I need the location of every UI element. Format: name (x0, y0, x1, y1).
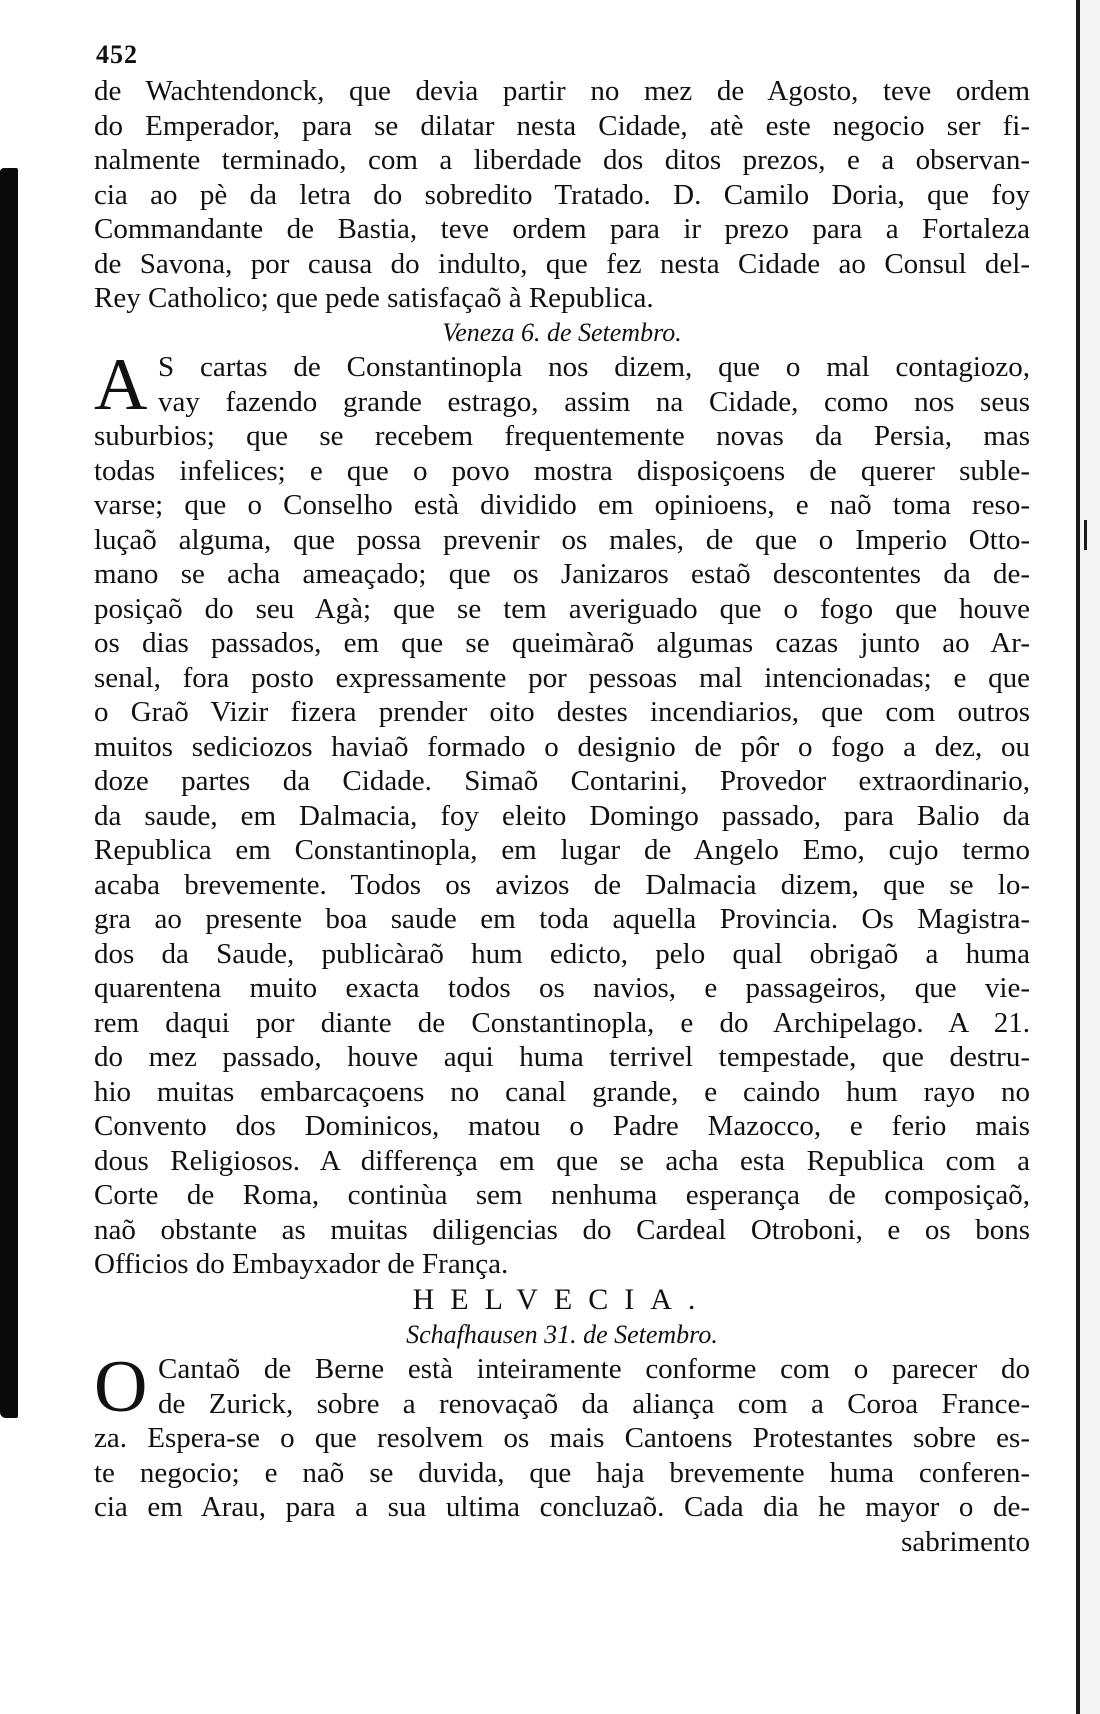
text-line: te negocio; e naõ se duvida, que haja brevemente huma conferen- (94, 1456, 1030, 1489)
text-column (94, 74, 1030, 1559)
text-line: rem daqui por diante de Constantinopla, e do Archipelago. A 21. (94, 1006, 1030, 1039)
text-line: cia em Arau, para a sua ultima concluzaõ. Cada dia he mayor o de- (94, 1491, 1030, 1523)
schaffhausen-dateline: Schafhausen 31. de Setembro. (406, 1319, 718, 1349)
text-line: mano se acha ameaçado; que os Janizaros estaõ descontentes da de- (94, 558, 1030, 590)
text-line: za. Espera-se o que resolvem os mais Cantoens Protestantes sobre es- (94, 1422, 1030, 1454)
text-line: cia ao pè da letra do sobredito Tratado. D. Camilo Doria, que foy (94, 178, 1030, 211)
helvetia-paragraph (94, 1346, 1030, 1559)
venice-paragraph (94, 344, 1030, 1282)
text-line: do mez passado, houve aqui huma terrivel tempestade, que destru- (94, 1041, 1030, 1073)
venice-dateline: Veneza 6. de Setembro. (442, 317, 682, 347)
text-line: dous Religiosos. A differença em que se acha esta Republica com a (94, 1144, 1030, 1177)
text-line: doze partes da Cidade. Simaõ Contarini, Provedor extraordinario, (94, 765, 1030, 797)
text-line: posiçaõ do seu Agà; que se tem averiguado que o fogo que houve (94, 592, 1030, 625)
text-line: Officios do Embayxador de França. (94, 1248, 509, 1280)
page-number: 452 (96, 40, 138, 69)
text-line: quarentena muito exacta todos os navios, e passageiros, que vie- (94, 972, 1030, 1004)
text-line: nalmente terminado, com a liberdade dos ditos prezos, e a observan- (94, 144, 1030, 176)
text-line: naõ obstante as muitas diligencias do Cardeal Otroboni, e os bons (94, 1213, 1030, 1246)
text-line: Commandante de Bastia, teve ordem para ir prezo para a Fortaleza (94, 213, 1030, 245)
text-line: Convento dos Dominicos, matou o Padre Mazocco, e ferio mais (94, 1110, 1030, 1142)
text-line: todas infelices; e que o povo mostra disposiçoens de querer suble- (94, 454, 1030, 487)
page-edge (1076, 0, 1100, 1714)
binding-shadow (0, 168, 18, 1418)
text-line: luçaõ alguma, que possa prevenir os males, de que o Imperio Otto- (94, 523, 1030, 556)
text-line: vay fazendo grande estrago, assim na Cidade, como nos seus (158, 385, 1030, 418)
text-line: S cartas de Constantinopla nos dizem, que o mal contagiozo, (158, 351, 1030, 383)
intro-paragraph (94, 74, 1030, 316)
text-line: suburbios; que se recebem frequentemente novas da Persia, mas (94, 420, 1030, 452)
text-line: o Graõ Vizir fizera prender oito destes incendiarios, que com outros (94, 696, 1030, 728)
text-line: do Emperador, para se dilatar nesta Cidade, atè este negocio ser fi- (94, 109, 1030, 142)
text-line: Cantaõ de Berne està inteiramente conforme com o parecer do (158, 1353, 1030, 1385)
text-line: da saude, em Dalmacia, foy eleito Domingo passado, para Balio da (94, 799, 1030, 832)
text-line: de Wachtendonck, que devia partir no mez de Agosto, teve ordem (94, 75, 1030, 107)
helvetia-dropcap: O (94, 1346, 148, 1428)
catchword: sabrimento (901, 1525, 1030, 1558)
text-line: dos da Saude, publicàraõ hum edicto, pelo qual obrigaõ a huma (94, 937, 1030, 970)
text-line: de Zurick, sobre a renovaçaõ da aliança com a Coroa France- (158, 1387, 1030, 1420)
text-line: gra ao presente boa saude em toda aquella Provincia. Os Magistra- (94, 903, 1030, 935)
text-line: Corte de Roma, continùa sem nenhuma esperança de composiçaõ, (94, 1179, 1030, 1211)
text-line: Rey Catholico; que pede satisfaçaõ à Republica. (94, 282, 654, 314)
text-line: os dias passados, em que se queimàraõ algumas cazas junto ao Ar- (94, 627, 1030, 659)
helvetia-heading: HELVECIA. (412, 1282, 712, 1316)
text-line: de Savona, por causa do indulto, que fez nesta Cidade ao Consul del- (94, 247, 1030, 280)
text-line: varse; que o Conselho està dividido em opinioens, e naõ toma reso- (94, 489, 1030, 521)
text-line: muitos sediciozos haviaõ formado o designio de pôr o fogo a dez, ou (94, 730, 1030, 763)
text-line: Republica em Constantinopla, em lugar de Angelo Emo, cujo termo (94, 834, 1030, 866)
venice-dropcap: A (94, 344, 148, 426)
text-line: acaba brevemente. Todos os avizos de Dalmacia dizem, que se lo- (94, 868, 1030, 901)
text-line: hio muitas embarcaçoens no canal grande, e caindo hum rayo no (94, 1075, 1030, 1108)
text-line: senal, fora posto expressamente por pessoas mal intencionadas; e que (94, 661, 1030, 694)
